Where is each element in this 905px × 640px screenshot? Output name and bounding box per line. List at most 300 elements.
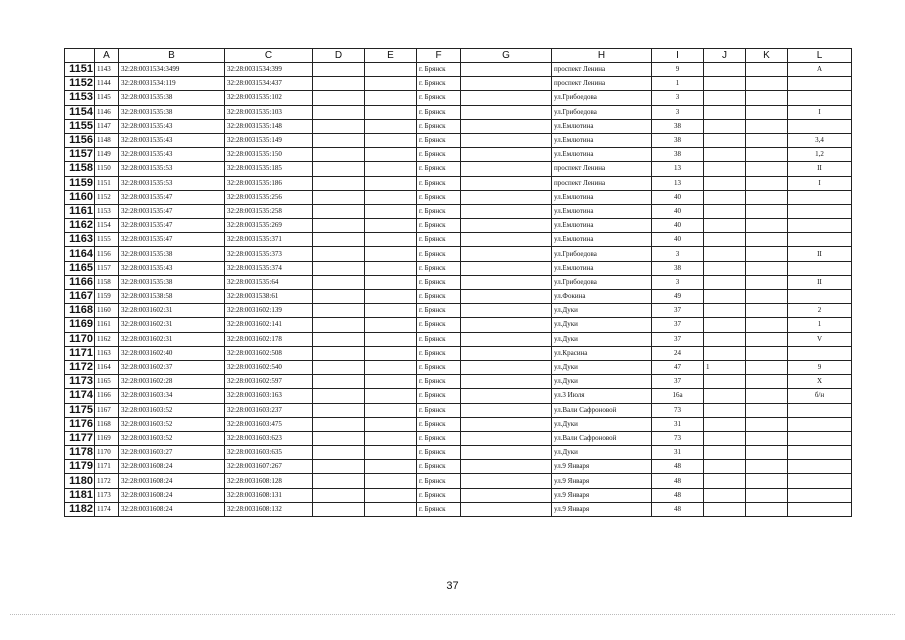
cell-a: 1157 xyxy=(95,261,119,275)
table-row xyxy=(65,77,852,91)
table-row xyxy=(65,63,852,77)
cell-d xyxy=(313,275,365,289)
cell-g xyxy=(461,446,552,460)
table-row xyxy=(65,105,852,119)
cell-f: г. Брянск xyxy=(417,389,461,403)
cell-l: II xyxy=(788,162,852,176)
cell-e xyxy=(365,290,417,304)
table-row xyxy=(65,219,852,233)
cell-h: ул.Дуки xyxy=(552,446,652,460)
column-header-a: A xyxy=(95,49,119,63)
column-header-c: C xyxy=(225,49,313,63)
row-number: 1159 xyxy=(65,176,95,190)
table-row xyxy=(65,332,852,346)
cell-c: 32:28:0031603:163 xyxy=(225,389,313,403)
cell-k xyxy=(746,204,788,218)
cell-f: г. Брянск xyxy=(417,261,461,275)
cell-d xyxy=(313,119,365,133)
cell-d xyxy=(313,431,365,445)
cell-k xyxy=(746,318,788,332)
cell-k xyxy=(746,332,788,346)
cell-i: 16а xyxy=(652,389,704,403)
cell-g xyxy=(461,105,552,119)
cell-g xyxy=(461,375,552,389)
cell-j xyxy=(704,502,746,516)
cell-a: 1164 xyxy=(95,360,119,374)
cell-f: г. Брянск xyxy=(417,332,461,346)
row-number: 1168 xyxy=(65,304,95,318)
cell-f: г. Брянск xyxy=(417,375,461,389)
row-number: 1152 xyxy=(65,77,95,91)
row-number: 1178 xyxy=(65,446,95,460)
cell-l xyxy=(788,502,852,516)
cell-b: 32:28:0031602:28 xyxy=(119,375,225,389)
cell-h: ул.Дуки xyxy=(552,375,652,389)
table-row xyxy=(65,403,852,417)
cell-a: 1148 xyxy=(95,133,119,147)
cell-g xyxy=(461,91,552,105)
cell-l: б/н xyxy=(788,389,852,403)
cell-b: 32:28:0031608:24 xyxy=(119,502,225,516)
row-number: 1162 xyxy=(65,219,95,233)
cell-k xyxy=(746,417,788,431)
cell-a: 1158 xyxy=(95,275,119,289)
cell-b: 32:28:0031535:38 xyxy=(119,91,225,105)
cell-i: 3 xyxy=(652,247,704,261)
cell-e xyxy=(365,360,417,374)
cell-b: 32:28:0031534:119 xyxy=(119,77,225,91)
cell-a: 1171 xyxy=(95,460,119,474)
table-row xyxy=(65,247,852,261)
cell-d xyxy=(313,148,365,162)
cell-d xyxy=(313,417,365,431)
cell-g xyxy=(461,233,552,247)
cell-c: 32:28:0031534:399 xyxy=(225,63,313,77)
cell-g xyxy=(461,148,552,162)
cell-b: 32:28:0031535:43 xyxy=(119,119,225,133)
cell-c: 32:28:0031608:131 xyxy=(225,488,313,502)
cell-f: г. Брянск xyxy=(417,403,461,417)
cell-f: г. Брянск xyxy=(417,190,461,204)
cell-f: г. Брянск xyxy=(417,148,461,162)
row-number: 1172 xyxy=(65,360,95,374)
cell-d xyxy=(313,63,365,77)
cell-e xyxy=(365,403,417,417)
cell-g xyxy=(461,261,552,275)
cell-i: 37 xyxy=(652,332,704,346)
cell-i: 73 xyxy=(652,431,704,445)
cell-i: 38 xyxy=(652,148,704,162)
cell-l: I xyxy=(788,176,852,190)
cell-k xyxy=(746,502,788,516)
cell-l xyxy=(788,77,852,91)
corner-cell xyxy=(65,49,95,63)
cell-g xyxy=(461,389,552,403)
cell-a: 1149 xyxy=(95,148,119,162)
cell-h: проспект Ленина xyxy=(552,176,652,190)
table-row xyxy=(65,460,852,474)
cell-b: 32:28:0031608:24 xyxy=(119,460,225,474)
cell-k xyxy=(746,460,788,474)
cell-a: 1154 xyxy=(95,219,119,233)
table-row xyxy=(65,360,852,374)
cell-c: 32:28:0031602:178 xyxy=(225,332,313,346)
cell-g xyxy=(461,219,552,233)
cell-g xyxy=(461,190,552,204)
cell-l: А xyxy=(788,63,852,77)
row-number: 1170 xyxy=(65,332,95,346)
cell-f: г. Брянск xyxy=(417,133,461,147)
cell-c: 32:28:0031535:374 xyxy=(225,261,313,275)
cell-k xyxy=(746,91,788,105)
cell-e xyxy=(365,148,417,162)
cell-l: II xyxy=(788,247,852,261)
cell-c: 32:28:0031535:258 xyxy=(225,204,313,218)
cell-f: г. Брянск xyxy=(417,318,461,332)
cell-a: 1153 xyxy=(95,204,119,218)
cell-g xyxy=(461,63,552,77)
cell-d xyxy=(313,446,365,460)
cell-f: г. Брянск xyxy=(417,247,461,261)
scan-artifact-line xyxy=(10,614,895,615)
cell-k xyxy=(746,176,788,190)
cell-h: ул.Емлютина xyxy=(552,190,652,204)
cell-f: г. Брянск xyxy=(417,304,461,318)
cell-e xyxy=(365,105,417,119)
cell-d xyxy=(313,474,365,488)
cell-l: 1 xyxy=(788,318,852,332)
cell-i: 37 xyxy=(652,375,704,389)
cell-h: ул.Дуки xyxy=(552,360,652,374)
cell-k xyxy=(746,247,788,261)
cell-f: г. Брянск xyxy=(417,474,461,488)
cell-j xyxy=(704,375,746,389)
row-number: 1151 xyxy=(65,63,95,77)
cell-a: 1152 xyxy=(95,190,119,204)
cell-k xyxy=(746,133,788,147)
spreadsheet-table xyxy=(64,48,852,517)
cell-j xyxy=(704,332,746,346)
column-header-g: G xyxy=(461,49,552,63)
cell-c: 32:28:0031535:64 xyxy=(225,275,313,289)
cell-c: 32:28:0031535:256 xyxy=(225,190,313,204)
cell-e xyxy=(365,247,417,261)
cell-k xyxy=(746,233,788,247)
table-row xyxy=(65,389,852,403)
cell-k xyxy=(746,446,788,460)
cell-i: 49 xyxy=(652,290,704,304)
cell-j xyxy=(704,403,746,417)
cell-k xyxy=(746,389,788,403)
row-number: 1155 xyxy=(65,119,95,133)
cell-h: проспект Ленина xyxy=(552,77,652,91)
cell-d xyxy=(313,162,365,176)
cell-a: 1162 xyxy=(95,332,119,346)
column-header-k: K xyxy=(746,49,788,63)
cell-k xyxy=(746,148,788,162)
row-number: 1153 xyxy=(65,91,95,105)
row-number: 1157 xyxy=(65,148,95,162)
cell-c: 32:28:0031602:139 xyxy=(225,304,313,318)
cell-a: 1166 xyxy=(95,389,119,403)
cell-d xyxy=(313,332,365,346)
table-row xyxy=(65,162,852,176)
cell-c: 32:28:0031607:267 xyxy=(225,460,313,474)
cell-g xyxy=(461,502,552,516)
cell-b: 32:28:0031535:47 xyxy=(119,204,225,218)
cell-j xyxy=(704,488,746,502)
cell-j xyxy=(704,290,746,304)
cell-b: 32:28:0031535:38 xyxy=(119,247,225,261)
cell-h: ул.Грибоедова xyxy=(552,105,652,119)
row-number: 1156 xyxy=(65,133,95,147)
table-row xyxy=(65,474,852,488)
cell-j xyxy=(704,91,746,105)
cell-k xyxy=(746,360,788,374)
cell-d xyxy=(313,91,365,105)
cell-d xyxy=(313,290,365,304)
cell-a: 1167 xyxy=(95,403,119,417)
table-row xyxy=(65,446,852,460)
cell-i: 47 xyxy=(652,360,704,374)
cell-l: II xyxy=(788,275,852,289)
cell-i: 40 xyxy=(652,204,704,218)
cell-h: ул.9 Января xyxy=(552,502,652,516)
cell-e xyxy=(365,190,417,204)
cell-d xyxy=(313,360,365,374)
cell-e xyxy=(365,233,417,247)
cell-h: ул.9 Января xyxy=(552,488,652,502)
cell-j xyxy=(704,275,746,289)
cell-d xyxy=(313,261,365,275)
cell-c: 32:28:0031608:132 xyxy=(225,502,313,516)
cell-e xyxy=(365,176,417,190)
cell-j: 1 xyxy=(704,360,746,374)
cell-l xyxy=(788,190,852,204)
cell-g xyxy=(461,204,552,218)
cell-j xyxy=(704,190,746,204)
cell-d xyxy=(313,318,365,332)
cell-e xyxy=(365,375,417,389)
cell-g xyxy=(461,403,552,417)
row-number: 1175 xyxy=(65,403,95,417)
cell-i: 13 xyxy=(652,162,704,176)
cell-l xyxy=(788,431,852,445)
cell-b: 32:28:0031603:52 xyxy=(119,431,225,445)
cell-g xyxy=(461,318,552,332)
cell-e xyxy=(365,162,417,176)
cell-k xyxy=(746,105,788,119)
cell-c: 32:28:0031603:237 xyxy=(225,403,313,417)
row-number: 1177 xyxy=(65,431,95,445)
cell-k xyxy=(746,63,788,77)
cell-c: 32:28:0031602:508 xyxy=(225,346,313,360)
cell-g xyxy=(461,332,552,346)
row-number: 1164 xyxy=(65,247,95,261)
cell-d xyxy=(313,375,365,389)
cell-f: г. Брянск xyxy=(417,502,461,516)
cell-f: г. Брянск xyxy=(417,105,461,119)
cell-e xyxy=(365,318,417,332)
cell-a: 1168 xyxy=(95,417,119,431)
cell-a: 1165 xyxy=(95,375,119,389)
cell-g xyxy=(461,304,552,318)
table-row xyxy=(65,233,852,247)
table-row xyxy=(65,275,852,289)
cell-h: ул.Фокина xyxy=(552,290,652,304)
cell-h: ул.9 Января xyxy=(552,460,652,474)
cell-h: ул.Емлютина xyxy=(552,119,652,133)
cell-d xyxy=(313,204,365,218)
cell-d xyxy=(313,488,365,502)
cell-d xyxy=(313,403,365,417)
cell-g xyxy=(461,360,552,374)
cell-k xyxy=(746,219,788,233)
cell-k xyxy=(746,375,788,389)
cell-g xyxy=(461,474,552,488)
cell-a: 1170 xyxy=(95,446,119,460)
cell-d xyxy=(313,176,365,190)
cell-g xyxy=(461,275,552,289)
cell-b: 32:28:0031603:34 xyxy=(119,389,225,403)
cell-j xyxy=(704,63,746,77)
cell-d xyxy=(313,77,365,91)
cell-k xyxy=(746,403,788,417)
column-header-f: F xyxy=(417,49,461,63)
row-number: 1171 xyxy=(65,346,95,360)
cell-l: I xyxy=(788,105,852,119)
cell-j xyxy=(704,77,746,91)
cell-k xyxy=(746,77,788,91)
cell-a: 1173 xyxy=(95,488,119,502)
cell-j xyxy=(704,247,746,261)
cell-a: 1151 xyxy=(95,176,119,190)
table-row xyxy=(65,431,852,445)
cell-h: ул.Емлютина xyxy=(552,233,652,247)
cell-c: 32:28:0031535:373 xyxy=(225,247,313,261)
cell-i: 31 xyxy=(652,417,704,431)
cell-j xyxy=(704,460,746,474)
cell-h: ул.Грибоедова xyxy=(552,91,652,105)
row-number: 1158 xyxy=(65,162,95,176)
cell-f: г. Брянск xyxy=(417,219,461,233)
column-header-d: D xyxy=(313,49,365,63)
table-row xyxy=(65,346,852,360)
cell-g xyxy=(461,290,552,304)
cell-d xyxy=(313,304,365,318)
cell-d xyxy=(313,346,365,360)
row-number: 1182 xyxy=(65,502,95,516)
cell-f: г. Брянск xyxy=(417,346,461,360)
cell-e xyxy=(365,133,417,147)
cell-c: 32:28:0031602:597 xyxy=(225,375,313,389)
cell-h: ул.3 Июля xyxy=(552,389,652,403)
cell-f: г. Брянск xyxy=(417,176,461,190)
table-row xyxy=(65,290,852,304)
cell-b: 32:28:0031535:43 xyxy=(119,133,225,147)
cell-c: 32:28:0031535:149 xyxy=(225,133,313,147)
cell-b: 32:28:0031603:52 xyxy=(119,417,225,431)
cell-c: 32:28:0031535:103 xyxy=(225,105,313,119)
cell-b: 32:28:0031602:37 xyxy=(119,360,225,374)
cell-d xyxy=(313,105,365,119)
cell-h: ул.9 Января xyxy=(552,474,652,488)
cell-h: ул.Емлютина xyxy=(552,148,652,162)
cell-h: ул.Дуки xyxy=(552,332,652,346)
cell-f: г. Брянск xyxy=(417,204,461,218)
table-row xyxy=(65,502,852,516)
cell-e xyxy=(365,502,417,516)
column-header-row xyxy=(65,49,852,63)
cell-a: 1174 xyxy=(95,502,119,516)
cell-j xyxy=(704,119,746,133)
cell-l: V xyxy=(788,332,852,346)
column-header-l: L xyxy=(788,49,852,63)
cell-a: 1161 xyxy=(95,318,119,332)
cell-b: 32:28:0031603:27 xyxy=(119,446,225,460)
cell-b: 32:28:0031535:53 xyxy=(119,162,225,176)
cell-l xyxy=(788,91,852,105)
cell-c: 32:28:0031603:635 xyxy=(225,446,313,460)
cell-j xyxy=(704,346,746,360)
row-number: 1163 xyxy=(65,233,95,247)
cell-i: 9 xyxy=(652,63,704,77)
cell-i: 48 xyxy=(652,460,704,474)
cell-c: 32:28:0031603:623 xyxy=(225,431,313,445)
table-row xyxy=(65,488,852,502)
cell-c: 32:28:0031538:61 xyxy=(225,290,313,304)
cell-i: 48 xyxy=(652,474,704,488)
cell-d xyxy=(313,190,365,204)
table-row xyxy=(65,176,852,190)
cell-d xyxy=(313,247,365,261)
cell-j xyxy=(704,261,746,275)
table-row xyxy=(65,417,852,431)
cell-k xyxy=(746,474,788,488)
cell-c: 32:28:0031535:150 xyxy=(225,148,313,162)
cell-l: 1,2 xyxy=(788,148,852,162)
cell-h: ул.Вали Сафроновой xyxy=(552,431,652,445)
cell-h: ул.Емлютина xyxy=(552,133,652,147)
cell-j xyxy=(704,233,746,247)
cell-c: 32:28:0031535:186 xyxy=(225,176,313,190)
row-number: 1166 xyxy=(65,275,95,289)
cell-b: 32:28:0031535:47 xyxy=(119,190,225,204)
cell-i: 24 xyxy=(652,346,704,360)
cell-b: 32:28:0031534:3499 xyxy=(119,63,225,77)
page-number: 37 xyxy=(446,580,459,592)
cell-d xyxy=(313,219,365,233)
cell-c: 32:28:0031535:102 xyxy=(225,91,313,105)
cell-h: ул.Дуки xyxy=(552,304,652,318)
cell-e xyxy=(365,204,417,218)
cell-e xyxy=(365,431,417,445)
cell-j xyxy=(704,133,746,147)
cell-h: ул.Дуки xyxy=(552,318,652,332)
cell-l xyxy=(788,290,852,304)
cell-c: 32:28:0031608:128 xyxy=(225,474,313,488)
table-row xyxy=(65,133,852,147)
cell-c: 32:28:0031535:148 xyxy=(225,119,313,133)
cell-k xyxy=(746,261,788,275)
table-row xyxy=(65,148,852,162)
cell-f: г. Брянск xyxy=(417,162,461,176)
cell-l xyxy=(788,219,852,233)
column-header-h: H xyxy=(552,49,652,63)
cell-i: 37 xyxy=(652,318,704,332)
cell-i: 3 xyxy=(652,275,704,289)
cell-h: ул.Емлютина xyxy=(552,219,652,233)
